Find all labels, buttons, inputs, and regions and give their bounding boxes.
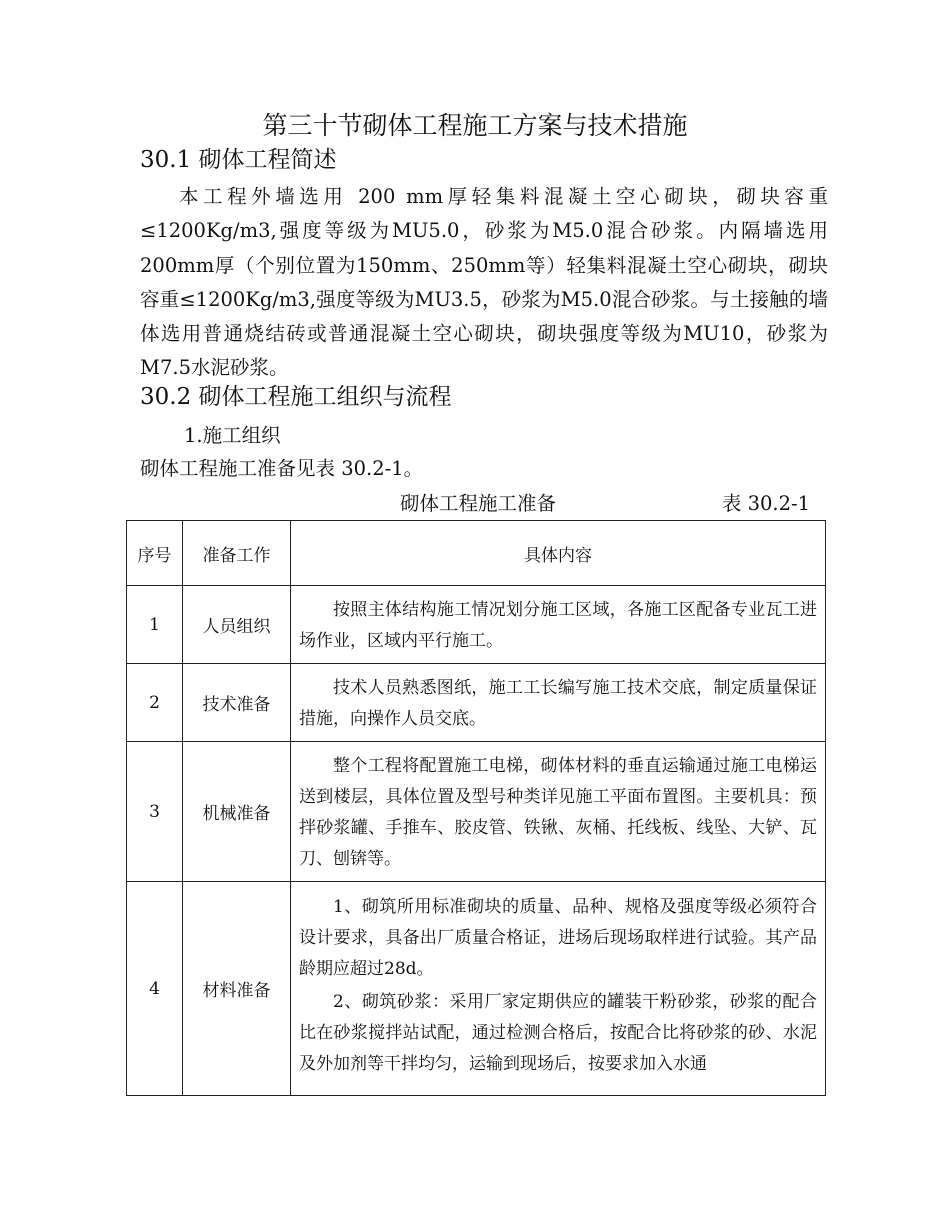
- row-task: 材料准备: [183, 882, 291, 1096]
- row-number: 2: [127, 664, 183, 742]
- header-cell-content: 具体内容: [291, 521, 826, 586]
- row-content-paragraph: 1、砌筑所用标准砌块的质量、品种、规格及强度等级必须符合设计要求，具备出厂质量合格证，进场后现场取样进行试验。其产品龄期应超过28d。: [299, 897, 817, 979]
- sub-heading-construction-org: 1.施工组织: [184, 424, 281, 447]
- section-heading-30-1: 30.1 砌体工程简述: [140, 147, 337, 173]
- table-intro-text: 砌体工程施工准备见表 30.2-1。: [140, 457, 424, 480]
- row-content-paragraph: 技术人员熟悉图纸，施工工长编写施工技术交底，制定质量保证措施，向操作人员交底。: [299, 678, 817, 729]
- row-task: 机械准备: [183, 742, 291, 882]
- row-content: [291, 882, 826, 1096]
- table-caption-number: 表 30.2-1: [721, 492, 810, 515]
- row-content: [291, 664, 826, 742]
- document-title: 第三十节砌体工程施工方案与技术措施: [262, 111, 688, 140]
- header-cell-no: 序号: [127, 521, 183, 586]
- preparation-table: [126, 520, 826, 1096]
- row-number: 3: [127, 742, 183, 882]
- section-30-1-paragraph: 本工程外墙选用 200 mm厚轻集料混凝土空心砌块，砌块容重≤1200Kg/m3,强度等级为MU5.0，砂浆为M5.0混合砂浆。内隔墙选用200mm厚（个别位置为150mm、250mm等）轻集料混凝土空心砌块，砌块容重≤1200Kg/m3,强度等级为MU3.5，砂浆为M5.0混合砂浆。与土接触的墙体选用普通烧结砖或普通混凝土空心砌块，砌块强度等级为MU10，砂浆为M7.5水泥砂浆。: [140, 185, 828, 380]
- table-row: [127, 664, 826, 742]
- row-content: [291, 586, 826, 664]
- section-heading-30-2: 30.2 砌体工程施工组织与流程: [140, 384, 452, 410]
- row-number: 1: [127, 586, 183, 664]
- row-content-paragraph: 整个工程将配置施工电梯，砌体材料的垂直运输通过施工电梯运送到楼层，具体位置及型号种类详见施工平面布置图。主要机具：预拌砂浆罐、手推车、胶皮管、铁锹、灰桶、托线板、线坠、大铲、瓦刀、刨锛等。: [299, 756, 817, 869]
- row-task: 人员组织: [183, 586, 291, 664]
- row-content: [291, 742, 826, 882]
- row-content-paragraph: 2、砌筑砂浆：采用厂家定期供应的罐装干粉砂浆，砂浆的配合比在砂浆搅拌站试配，通过检测合格后，按配合比将砂浆的砂、水泥及外加剂等干拌均匀，运输到现场后，按要求加入水通: [299, 992, 817, 1074]
- row-content-paragraph: 按照主体结构施工情况划分施工区域，各施工区配备专业瓦工进场作业，区域内平行施工。: [299, 600, 817, 651]
- row-number: 4: [127, 882, 183, 1096]
- table-row: [127, 742, 826, 882]
- table-caption-title: 砌体工程施工准备: [400, 492, 557, 515]
- table-caption: [140, 490, 810, 518]
- table-row: [127, 882, 826, 1096]
- table-header-row: [127, 521, 826, 586]
- table-row: [127, 586, 826, 664]
- row-task: 技术准备: [183, 664, 291, 742]
- header-cell-task: 准备工作: [183, 521, 291, 586]
